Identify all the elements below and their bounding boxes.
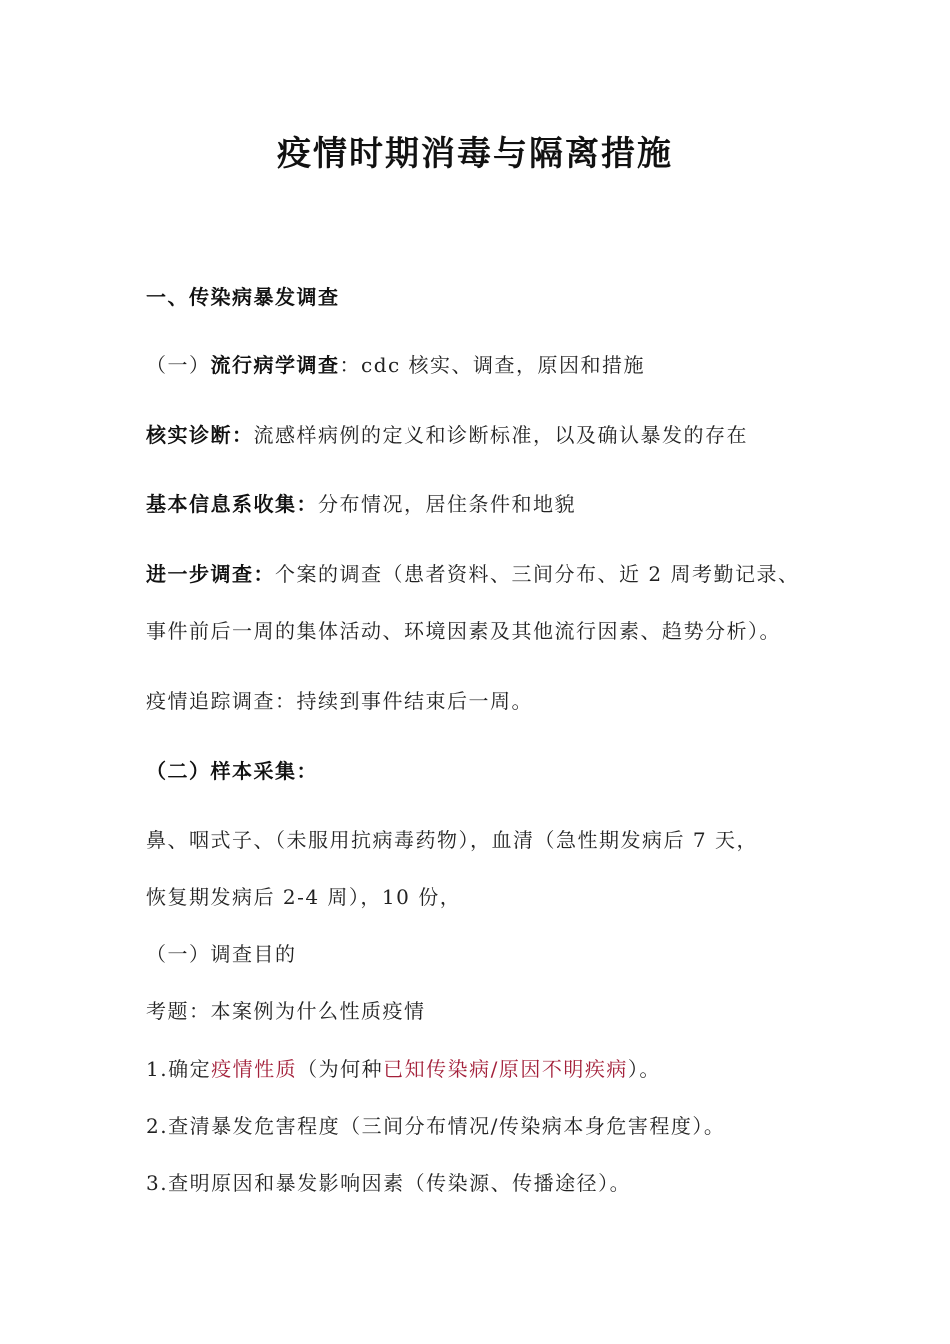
- highlight-text: 已知传染病/原因不明疾病: [383, 1057, 628, 1081]
- paragraph-text: 流感样病例的定义和诊断标准，以及确认暴发的存在: [253, 423, 748, 447]
- paragraph-further-continuation: 事件前后一周的集体活动、环境因素及其他流行因素、趋势分析）。: [146, 619, 781, 643]
- paragraph-exam: 考题：本案例为什么性质疫情: [146, 999, 426, 1023]
- subsection-sampling: （二）样本采集：: [146, 759, 318, 783]
- paragraph-text: 分布情况，居住条件和地貌: [318, 492, 576, 516]
- list-item-3: 3.查明原因和暴发影响因素（传染源、传播途径）。: [146, 1171, 632, 1195]
- list-item-text: （为何种: [297, 1057, 384, 1081]
- subsection-title: 流行病学调查: [210, 353, 340, 377]
- document-title: 疫情时期消毒与隔离措施: [277, 134, 673, 174]
- paragraph-further-investigation: [146, 559, 890, 589]
- paragraph-sample-1: 鼻、咽式子、（未服用抗病毒药物），血清（急性期发病后 7 天，: [146, 828, 758, 852]
- subsection-epidemiology: [146, 350, 890, 380]
- subsection-purpose: （一）调查目的: [146, 942, 297, 966]
- paragraph-label: 进一步调查：: [146, 562, 275, 586]
- paragraph-label: 基本信息系收集：: [146, 492, 318, 516]
- paragraph-text: 个案的调查（患者资料、三间分布、近 2 周考勤记录、: [275, 562, 800, 586]
- paragraph-label: 核实诊断：: [146, 423, 254, 447]
- list-item-2: 2.查清暴发危害程度（三间分布情况/传染病本身危害程度）。: [146, 1114, 726, 1138]
- paragraph-basic-info: [146, 489, 890, 519]
- list-item-text: 1.确定: [146, 1057, 212, 1081]
- list-item-1: [146, 1054, 890, 1084]
- subsection-text: ：cdc 核实、调查，原因和措施: [339, 353, 646, 377]
- section-heading: 一、传染病暴发调查: [146, 285, 340, 309]
- highlight-text: 疫情性质: [211, 1057, 298, 1081]
- list-item-text: ）。: [627, 1057, 661, 1081]
- paragraph-tracking: 疫情追踪调查：持续到事件结束后一周。: [146, 689, 533, 713]
- paragraph-sample-2: 恢复期发病后 2-4 周），10 份，: [146, 885, 462, 909]
- paragraph-verify-diagnosis: [146, 420, 890, 450]
- subsection-number: （一）: [146, 353, 211, 377]
